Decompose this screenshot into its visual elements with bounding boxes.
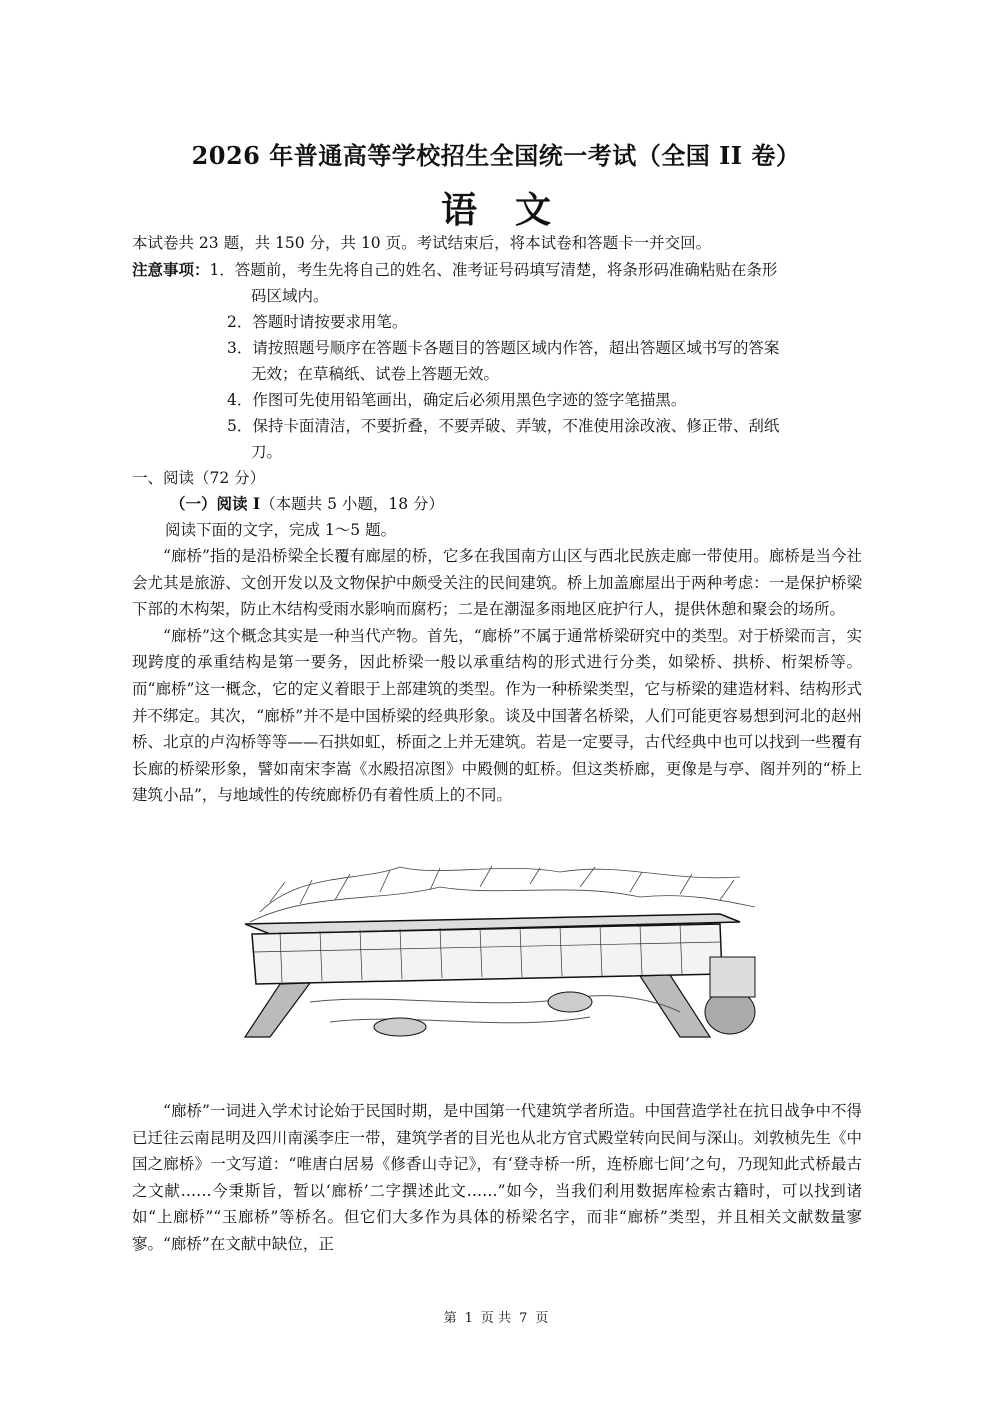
note-item-4: 4．作图可先使用铅笔画出，确定后必须用黑色字迹的签字笔描黑。 bbox=[227, 391, 687, 409]
reading-passage-top bbox=[132, 543, 862, 809]
reading-passage-bottom bbox=[132, 1098, 862, 1258]
note-item-2: 2．答题时请按要求用笔。 bbox=[227, 313, 408, 331]
footer-suffix: 页 bbox=[535, 1311, 549, 1326]
sub-section-heading bbox=[170, 491, 444, 517]
sub-section-note: （本题共 5 小题，18 分） bbox=[260, 495, 445, 513]
note-item-5-cont: 刀。 bbox=[251, 443, 283, 461]
section-heading: 一、阅读（72 分） bbox=[132, 469, 266, 487]
note-item-3: 3．请按照题号顺序在答题卡各题目的答题区域内作答，超出答题区域书写的答案 bbox=[227, 339, 780, 357]
notes-block bbox=[132, 257, 777, 283]
note-item-1: 1．答题前，考生先将自己的姓名、准考证号码填写清楚，将条形码准确粘贴在条形 bbox=[209, 261, 778, 279]
subject-title: 语文 bbox=[440, 189, 589, 231]
paragraph-3: “廊桥”一词进入学术讨论始于民国时期，是中国第一代建筑学者所造。中国营造学社在抗日战争中不得已迁往云南昆明及四川南溪李庄一带，建筑学者的目光也从北方官式殿堂转向民间与深山。刘敦桢先生《中国之廊桥》一文写道：“唯唐白居易《修香山寺记》，有‘登寺桥一所，连桥廊七间’之句，乃现知此式桥最古之文献……今秉斯旨，暂以‘廊桥’二字撰述此文……”如今，当我们利用数据库检索古籍时，可以找到诸如“上廊桥”“玉廊桥”等桥名。但它们大多作为具体的桥梁名字，而非“廊桥”类型，并且相关文献数量寥寥。“廊桥”在文献中缺位，正 bbox=[132, 1102, 862, 1253]
page-number: 1 bbox=[464, 1311, 473, 1326]
footer-prefix: 第 bbox=[443, 1311, 457, 1326]
exam-intro: 本试卷共 23 题，共 150 分，共 10 页。考试结束后，将本试卷和答题卡一并交回。 bbox=[132, 234, 712, 252]
page-footer bbox=[0, 1307, 992, 1326]
reading-instruction: 阅读下面的文字，完成 1～5 题。 bbox=[165, 521, 397, 539]
note-item-3-cont: 无效；在草稿纸、试卷上答题无效。 bbox=[251, 365, 500, 383]
footer-middle: 页 共 bbox=[480, 1311, 512, 1326]
note-item-1-cont: 码区域内。 bbox=[251, 287, 329, 305]
paragraph-1: “廊桥”指的是沿桥梁全长覆有廊屋的桥，它多在我国南方山区与西北民族走廊一带使用。廊桥是当今社会尤其是旅游、文创开发以及文物保护中颇受关注的民间建筑。桥上加盖廊屋出于两种考虑：一是保护桥梁下部的木构架，防止木结构受雨水影响而腐朽；二是在潮湿多雨地区庇护行人，提供休憩和聚会的场所。 bbox=[132, 547, 862, 619]
note-item-5: 5．保持卡面清洁，不要折叠，不要弄破、弄皱，不准使用涂改液、修正带、刮纸 bbox=[227, 417, 780, 435]
notes-label: 注意事项： bbox=[132, 260, 210, 279]
paragraph-2: “廊桥”这个概念其实是一种当代产物。首先，“廊桥”不属于通常桥梁研究中的类型。对于桥梁而言，实现跨度的承重结构是第一要务，因此桥梁一般以承重结构的形式进行分类，如梁桥、拱桥、桁架桥等。而“廊桥”这一概念，它的定义着眼于上部建筑的类型。作为一种桥梁类型，它与桥梁的建造材料、结构形式并不绑定。其次，“廊桥”并不是中国桥梁的经典形象。谈及中国著名桥梁，人们可能更容易想到河北的赵州桥、北京的卢沟桥等等——石拱如虹，桥面之上并无建筑。若是一定要寻，古代经典中也可以找到一些覆有长廊的桥梁形象，譬如南宋李嵩《水殿招凉图》中殿侧的虹桥。但这类桥廊，更像是与亭、阁并列的“桥上建筑小品”，与地域性的传统廊桥仍有着性质上的不同。 bbox=[132, 626, 862, 805]
sub-section-label: （一）阅读 I bbox=[170, 494, 261, 513]
total-pages: 7 bbox=[519, 1311, 528, 1326]
covered-bridge-illustration bbox=[240, 862, 760, 1042]
exam-title: 2026 年普通高等学校招生全国统一考试（全国 II 卷） bbox=[191, 141, 801, 170]
